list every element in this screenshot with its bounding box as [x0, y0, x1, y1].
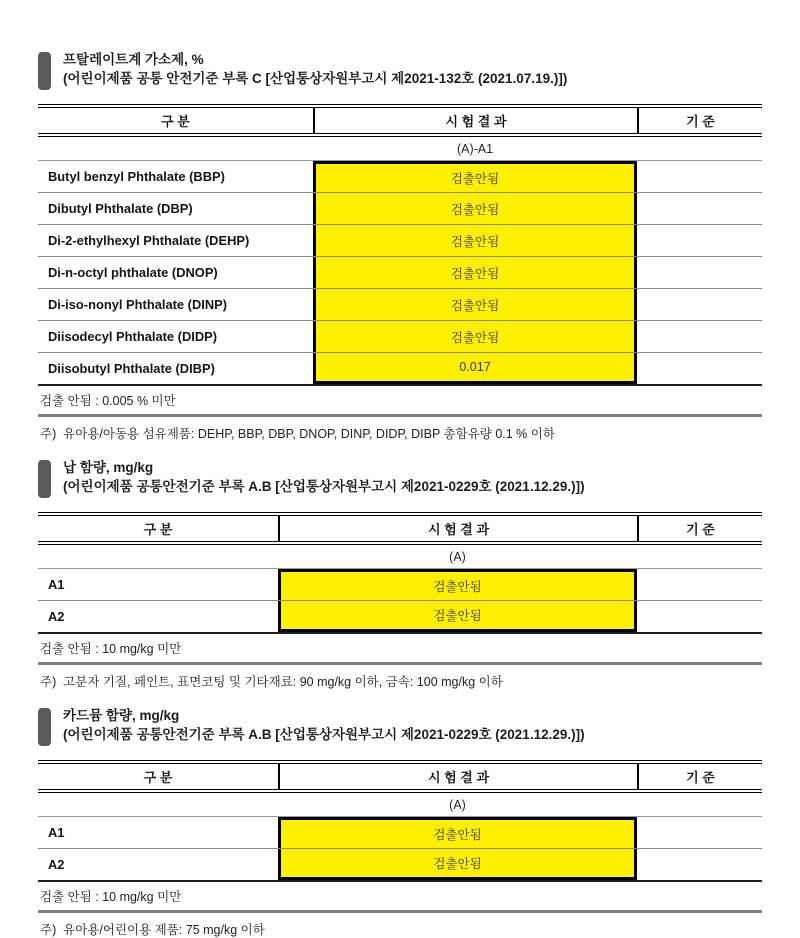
sample-label-spacer-left: [38, 793, 278, 816]
results-table: [38, 104, 762, 417]
column-header-category: 구 분: [143, 522, 173, 537]
column-header-result: 시 험 결 과: [278, 764, 637, 789]
result-value: 검출안됨: [313, 257, 637, 288]
column-header-result: 시 험 결 과: [278, 516, 637, 541]
sample-label-row: [38, 545, 762, 569]
sample-label-spacer-right: [637, 545, 762, 568]
limit-value: [637, 817, 762, 848]
detection-limit-text: 검출 안됨 : 0.005 % 미만: [40, 394, 176, 408]
detection-limit-row: [38, 386, 762, 417]
results-table: [38, 760, 762, 913]
section-title: 카드뮴 함량, mg/kg: [63, 708, 180, 723]
sample-label-row: [38, 793, 762, 817]
limit-value: [637, 225, 762, 256]
detection-limit-text: 검출 안됨 : 10 mg/kg 미만: [40, 890, 182, 904]
table-rows: [38, 161, 762, 386]
section-header: [38, 706, 762, 746]
result-value: 검출안됨: [278, 601, 637, 632]
table-row: [38, 225, 762, 257]
limit-value: [637, 257, 762, 288]
section-titles: [63, 458, 585, 498]
sample-label-spacer-right: [637, 793, 762, 816]
section-bullet-icon: [38, 708, 51, 746]
table-row: [38, 353, 762, 386]
table-row: [38, 817, 762, 849]
parameter-name: A1: [48, 577, 65, 592]
column-header-result: 시 험 결 과: [313, 108, 637, 133]
result-value: 검출안됨: [313, 225, 637, 256]
test-section: [38, 50, 762, 442]
sample-label-row: [38, 137, 762, 161]
section-subtitle: (어린이제품 공통안전기준 부록 A.B [산업통상자원부고시 제2021-0229호 (2021.12.29.)]): [63, 727, 585, 742]
column-header-limit: 기 준: [637, 516, 762, 541]
column-header-category: 구 분: [161, 114, 190, 129]
footnote: 주) 유아용/아동용 섬유제품: DEHP, BBP, DBP, DNOP, DINP, DIDP, DIBP 총함유량 0.1 % 이하: [40, 427, 555, 441]
section-titles: [63, 50, 567, 90]
test-section: [38, 706, 762, 938]
section-title: 납 함량, mg/kg: [63, 460, 154, 475]
table-row: [38, 569, 762, 601]
table-row: [38, 193, 762, 225]
table-rows: [38, 569, 762, 634]
section-titles: [63, 706, 585, 746]
table-row: [38, 257, 762, 289]
footnote: 주) 고분자 기질, 페인트, 표면코팅 및 기타재료: 90 mg/kg 이하, 금속: 100 mg/kg 이하: [40, 675, 503, 689]
detection-limit-text: 검출 안됨 : 10 mg/kg 미만: [40, 642, 182, 656]
column-header-limit: 기 준: [637, 764, 762, 789]
section-subtitle: (어린이제품 공통 안전기준 부록 C [산업통상자원부고시 제2021-132호 (2021.07.19.)]): [63, 71, 568, 86]
results-table: [38, 512, 762, 665]
limit-value: [637, 289, 762, 320]
table-row: [38, 849, 762, 882]
parameter-name: Diisodecyl Phthalate (DIDP): [48, 329, 218, 344]
limit-value: [637, 601, 762, 632]
limit-value: [637, 321, 762, 352]
result-value: 검출안됨: [278, 849, 637, 880]
table-row: [38, 321, 762, 353]
sample-label-spacer-left: [38, 545, 278, 568]
sample-label: (A)-A1: [456, 141, 494, 156]
limit-value: [637, 161, 762, 192]
column-header-limit: 기 준: [637, 108, 762, 133]
parameter-name: A2: [48, 609, 65, 624]
sample-label: (A): [449, 549, 466, 564]
table-rows: [38, 817, 762, 882]
footnote: 주) 유아용/어린이용 제품: 75 mg/kg 이하: [40, 923, 265, 937]
section-bullet-icon: [38, 52, 51, 90]
parameter-name: Butyl benzyl Phthalate (BBP): [48, 169, 225, 184]
sample-label-spacer-left: [38, 137, 313, 160]
table-row: [38, 161, 762, 193]
test-section: [38, 458, 762, 690]
parameter-name: A2: [48, 857, 65, 872]
parameter-name: Di-n-octyl phthalate (DNOP): [48, 265, 218, 280]
section-header: [38, 458, 762, 498]
parameter-name: Diisobutyl Phthalate (DIBP): [48, 361, 215, 376]
limit-value: [637, 353, 762, 384]
limit-value: [637, 193, 762, 224]
table-header-row: [38, 512, 762, 545]
parameter-name: A1: [48, 825, 65, 840]
limit-value: [637, 569, 762, 600]
section-subtitle: (어린이제품 공통안전기준 부록 A.B [산업통상자원부고시 제2021-0229호 (2021.12.29.)]): [63, 479, 585, 494]
section-bullet-icon: [38, 460, 51, 498]
table-header-row: [38, 104, 762, 137]
parameter-name: Di-iso-nonyl Phthalate (DINP): [48, 297, 228, 312]
result-value: 0.017: [313, 353, 637, 384]
result-value: 검출안됨: [313, 321, 637, 352]
result-value: 검출안됨: [278, 569, 637, 600]
sample-label-spacer-right: [637, 137, 762, 160]
result-value: 검출안됨: [313, 193, 637, 224]
table-row: [38, 601, 762, 634]
sample-label: (A): [449, 797, 466, 812]
detection-limit-row: [38, 882, 762, 913]
parameter-name: Dibutyl Phthalate (DBP): [48, 201, 193, 216]
result-value: 검출안됨: [313, 161, 637, 192]
column-header-category: 구 분: [143, 770, 173, 785]
section-header: [38, 50, 762, 90]
table-row: [38, 289, 762, 321]
result-value: 검출안됨: [313, 289, 637, 320]
result-value: 검출안됨: [278, 817, 637, 848]
detection-limit-row: [38, 634, 762, 665]
section-title: 프탈레이트계 가소제, %: [63, 52, 204, 67]
limit-value: [637, 849, 762, 880]
parameter-name: Di-2-ethylhexyl Phthalate (DEHP): [48, 233, 250, 248]
table-header-row: [38, 760, 762, 793]
